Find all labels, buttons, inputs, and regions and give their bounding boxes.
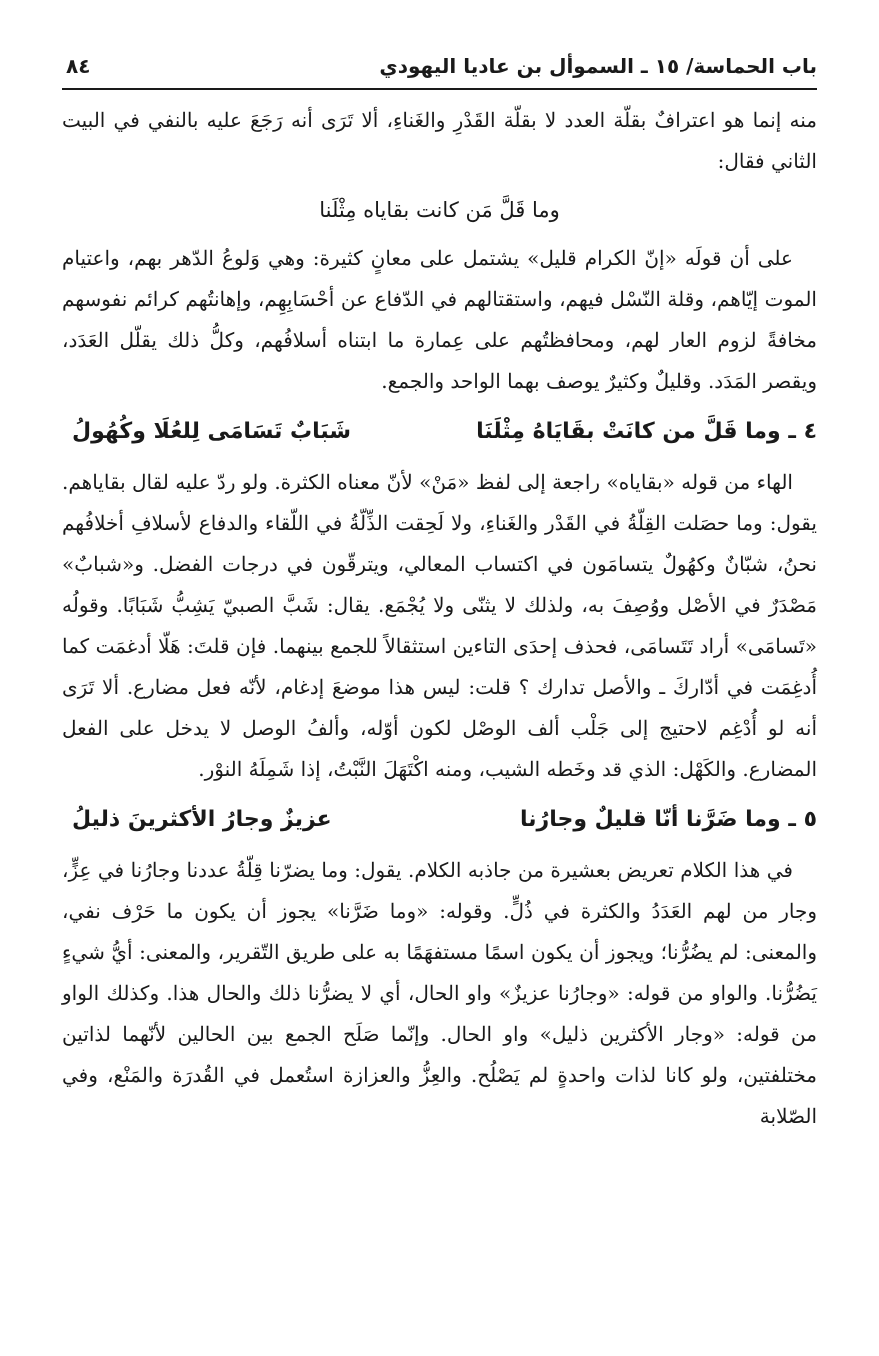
page-body xyxy=(62,100,817,1137)
chapter-title: باب الحماسة/ ١٥ ـ السموأل بن عاديا اليهودي xyxy=(379,54,817,78)
verse-4-second-hemistich: شَبَابٌ تَسَامَى لِلعُلَا وكُهُولُ xyxy=(72,419,351,444)
paragraph-4: في هذا الكلام تعريض بعشيرة من جاذبه الكلام. يقول: وما يضرّنا قِلّةُ عددنا وجارُنا في عِزٍّ، وجار من لهم العَدَدُ والكثرة في ذُلٍّ. وقوله: «وما ضَرَّنا» يجوز أن يكون ما حَرْف نفي، والمعنى: لم يضُرُّنا؛ ويجوز أن يكون اسمًا مستفهَمًا به على طريق التّقرير، والمعنى: أيُّ شيءٍ يَضُرُّنا. والواو من قوله: «وجارُنا عزيزٌ» واو الحال، أي لا يضرُّنا ذلك والحال هذا. وكذلك الواو من قوله: «وجار الأكثرين ذليل» واو الحال. وإنّما صَلَح الجمع بين الحالين لأنّهما لذاتين مختلفتين، ولو كانا لذات واحدةٍ لم يَصْلُح. والعِزُّ والعزازة استُعمل في القُدرَة والمَنْع، وفي الصّلابة xyxy=(62,858,817,1128)
verse-5-second-hemistich: عزيزٌ وجارُ الأكثرينَ ذليلُ xyxy=(72,807,332,832)
verse-4-first-hemistich: ٤ ـ وما قَلَّ من كانَتْ بقَايَاهُ مِثْلَنَا xyxy=(476,419,817,444)
paragraph-2: على أن قولَه «إنّ الكرام قليل» يشتمل على معانٍ كثيرة: وهي وَلوعُ الدّهر بهم، واعتيام الموت إيّاهم، وقلة النّسْل فيهم، واستقتالهم في الدّفاع عن أحْسَابِهِم، وإهانتُهم كرائم نفوسهم مخافةً لزوم العار لهم، ومحافظتُهم على عِمارة ما ابتناه أسلافُهم، وكلُّ ذلك يقلّل العَدَد، ويقصر المَدَد. وقليلٌ وكثيرٌ يوصف بهما الواحد والجمع. xyxy=(62,246,817,393)
quoted-verse: وما قَلَّ مَن كانت بقاياه مِثْلَنا xyxy=(319,198,560,222)
paragraph-3: الهاء من قوله «بقاياه» راجعة إلى لفظ «مَنْ» لأنّ معناه الكثرة. ولو ردّ عليه لقال بقاياهم. يقول: وما حصَلت القِلّةُ في القَدْر والغَناءِ، ولا لَحِقت الذِّلّةُ في اللّقاء والدفاع لأسلافِ أخلافُهم نحنُ، شبّانٌ وكهُولٌ يتسامَون في اكتساب المعالي، ويترقّون في درجات الفضل. و«شبابٌ» مَصْدَرٌ في الأصْل ووُصِفَ به، ولذلك لا يثنّى ولا يُجْمَع. يقال: شَبَّ الصبيّ يَشِبُّ شَبَابًا. وقولُه «تَسامَى» أراد تَتَسامَى، فحذف إحدَى التاءين استثقالاً للجمع بينهما. فإن قلتَ: هَلّا أدغمَت كما أُدغِمَت في أدّاركَ ـ والأصل تدارك ؟ قلت: ليس هذا موضعَ إدغام، لأنّه فعل مضارع. ألا تَرَى أنه لو أُدْغِم لاحتيج إلى جَلْب ألف الوصْل لكون أوّله، وألفُ الوصل لا يدخل على الفعل المضارع. والكَهْل: الذي قد وخَطه الشيب، ومنه اكْتَهَلَ النَّبْتُ، إذا شَمِلَهُ النوْر. xyxy=(62,470,817,781)
page-number: ٨٤ xyxy=(66,54,91,78)
verse-4 xyxy=(62,408,817,456)
verse-5-first-hemistich: ٥ ـ وما ضَرَّنا أنّا قليلٌ وجارُنا xyxy=(520,807,817,832)
verse-5 xyxy=(62,796,817,844)
running-header xyxy=(62,50,817,90)
paragraph-1: منه إنما هو اعترافٌ بقلّة العدد لا بقلّة القَدْرِ والغَناءِ، ألا تَرَى أنه رَجَعَ عليه بالنفي في البيت الثاني فقال: xyxy=(62,108,817,173)
